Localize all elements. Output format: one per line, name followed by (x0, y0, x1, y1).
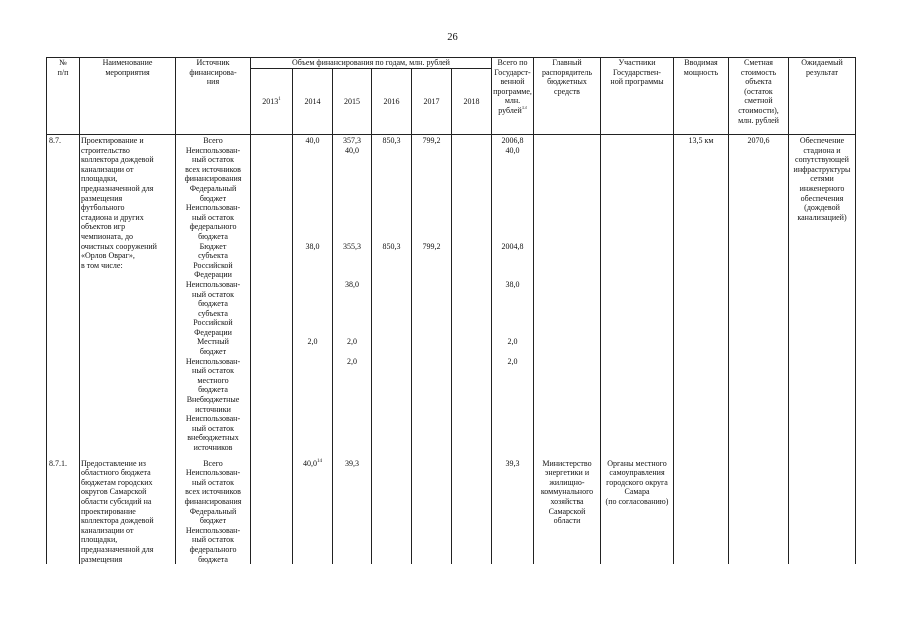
cell-line (493, 299, 532, 309)
cell-line (493, 270, 532, 280)
cell-line (334, 328, 370, 338)
header-total (492, 58, 534, 135)
row-total (492, 135, 534, 453)
cell-line: 2,0 (347, 337, 357, 347)
cell-line: бюджет (199, 516, 227, 526)
cell-line: местного (197, 375, 229, 385)
cell-line: Сметная (744, 58, 773, 67)
cell-line (493, 347, 532, 357)
cell-line (373, 165, 410, 175)
cell-line: ный остаток (192, 366, 234, 376)
cell-line: Источник (196, 58, 230, 67)
cell-line (453, 136, 490, 146)
cell-line: № (59, 58, 67, 67)
cell-line (334, 309, 370, 319)
cell-line: Всего (203, 136, 223, 145)
cell-line: Всего (203, 458, 223, 468)
row-participants (601, 135, 674, 453)
cell-line: Государст- (494, 67, 531, 77)
cell-line: области (553, 516, 581, 526)
cell-line (334, 165, 370, 175)
cell-line (334, 318, 370, 328)
header-year-2018: 2018 (452, 69, 492, 135)
cell-line: ный остаток (192, 423, 234, 433)
cell-line (294, 328, 331, 338)
cell-line: Предоставление из (81, 458, 146, 468)
cell-line: бюджетам городских (81, 477, 153, 487)
cell-line: 2,0 (507, 337, 518, 347)
cell-line (334, 299, 370, 309)
cell-line (334, 174, 370, 184)
cell-line (413, 232, 450, 242)
cell-line: 40,0 (505, 145, 520, 155)
cell-line: 40,0 (305, 136, 320, 145)
cell-line: инфраструктуры (793, 164, 851, 174)
cell-line: ния (206, 77, 220, 87)
cell-line (294, 194, 331, 204)
cell-line (493, 155, 532, 165)
cell-line: Российской (193, 260, 233, 270)
row-number: 8.7.1. (47, 453, 80, 565)
cell-line (334, 347, 370, 357)
cell-line (294, 213, 331, 223)
cell-line: 38,0 (305, 241, 320, 251)
cell-line: венной (500, 77, 525, 87)
row-value-2016 (372, 135, 412, 453)
cell-line (373, 184, 410, 194)
cell-line: площадки, (81, 535, 118, 545)
cell-line (294, 232, 331, 242)
cell-line (294, 270, 331, 280)
cell-line: (остаток (744, 86, 773, 96)
cell-line (334, 232, 370, 242)
page-number: 26 (447, 32, 458, 43)
cell-line: объектов игр (81, 222, 126, 232)
cell-line (334, 270, 370, 280)
row-capacity: 13,5 км (674, 135, 729, 453)
cell-line (413, 213, 450, 223)
cell-line: в том числе: (81, 260, 123, 270)
cell-line (493, 232, 532, 242)
cell-line (334, 155, 370, 165)
cell-line: 2004,8 (501, 241, 524, 251)
cell-line: коллектора дождевой (81, 516, 154, 526)
cell-line (493, 328, 532, 338)
row-result (789, 135, 856, 453)
cell-line (413, 184, 450, 194)
cell-line: бюджета (198, 554, 228, 564)
cell-line: хозяйства (550, 496, 584, 506)
row-cost (729, 453, 789, 565)
cell-line (294, 165, 331, 175)
cell-line: стоимости), (738, 105, 779, 115)
cell-line (493, 251, 532, 261)
cell-line: федерального (189, 544, 237, 554)
cell-line (294, 299, 331, 309)
cell-line: предназначенной для (81, 183, 154, 193)
cell-line (413, 155, 450, 165)
cell-line (373, 232, 410, 242)
cell-line (373, 213, 410, 223)
cell-line: Внебюджетные (186, 395, 240, 405)
cell-line: Наименование (102, 58, 153, 67)
cell-line: всех источников (185, 164, 241, 174)
cell-line (493, 184, 532, 194)
header-capacity (674, 58, 729, 135)
header-cost (729, 58, 789, 135)
cell-line (493, 290, 532, 300)
cell-line (294, 155, 331, 165)
table-header (47, 58, 856, 135)
cell-line: Федеральный (189, 183, 237, 193)
row-value-2013 (251, 453, 293, 565)
cell-line: Неиспользован- (185, 525, 241, 535)
cell-line: 39,3 (505, 458, 520, 468)
row-cost: 2070,6 (729, 135, 789, 453)
cell-line: источников (193, 443, 233, 452)
cell-line: сетями (810, 174, 834, 184)
cell-line: 38,0 (505, 279, 520, 289)
cell-line: Федерации (194, 327, 232, 337)
cell-line: самоуправления (609, 468, 665, 478)
cell-line (294, 309, 331, 319)
cell-line: бюджет (199, 193, 227, 203)
row-total (492, 453, 534, 565)
cell-line: Бюджет (199, 241, 227, 251)
cell-line: стадиона и других (81, 212, 144, 222)
row-manager (534, 135, 601, 453)
cell-line: жилищно- (549, 477, 585, 487)
cell-line: Неиспользован- (185, 203, 241, 213)
row-value-2013 (251, 135, 293, 453)
row-result (789, 453, 856, 565)
cell-line: 850,3 (382, 136, 401, 145)
cell-line: (по согласованию) (605, 496, 669, 506)
cell-line: Обеспечение (799, 136, 845, 145)
cell-line: канализацией) (797, 212, 847, 222)
cell-line: футбольного (81, 203, 125, 213)
row-value-2014: 40,0$^{14}$ (293, 453, 333, 565)
cell-line: Неиспользован- (185, 414, 241, 424)
row-value-2015 (333, 453, 372, 565)
cell-line: (дождевой (804, 203, 840, 213)
cell-line: млн. (504, 96, 521, 106)
cell-line (413, 203, 450, 213)
cell-line: Самара (624, 487, 650, 497)
cell-line (334, 222, 370, 232)
cell-line: проектирование (81, 506, 136, 516)
cell-line: 2006,8 (501, 136, 524, 145)
cell-line: ный остаток (192, 535, 234, 545)
table-row (47, 453, 856, 565)
cell-line (294, 318, 331, 328)
cell-line: бюджета (198, 385, 228, 395)
cell-line: финансирова- (189, 67, 237, 77)
cell-line: внебюджетных (187, 433, 239, 443)
cell-line: мощность (683, 67, 719, 77)
row-capacity (674, 453, 729, 565)
cell-line (373, 194, 410, 204)
cell-line (373, 155, 410, 165)
cell-line: Участники (618, 58, 656, 67)
cell-line (294, 184, 331, 194)
cell-line: коллектора дождевой (81, 155, 154, 165)
cell-line: субъекта (198, 251, 228, 261)
cell-line: обеспечения (800, 193, 844, 203)
row-value-2018 (452, 453, 492, 565)
cell-line: Ожидаемый (801, 58, 843, 67)
cell-line: 799,2 (422, 241, 441, 251)
cell-line (373, 203, 410, 213)
cell-line (334, 251, 370, 261)
cell-line: Российской (193, 318, 233, 328)
cell-line (493, 165, 532, 175)
cell-line: программе, (493, 86, 532, 96)
cell-line: канализации от (81, 525, 134, 535)
cell-line: Самарской (548, 506, 586, 516)
cell-line: источники (195, 404, 231, 414)
cell-line: округов Самарской (81, 487, 147, 497)
row-name (80, 135, 176, 453)
row-source (176, 135, 251, 453)
row-name (80, 453, 176, 565)
cell-line (493, 203, 532, 213)
cell-line: объекта (745, 77, 772, 87)
cell-line: сметной (744, 96, 773, 106)
row-value-2015 (333, 135, 372, 453)
header-result (789, 58, 856, 135)
cell-line (294, 203, 331, 213)
cell-line: 850,3 (382, 241, 401, 251)
cell-line: субъекта (198, 308, 228, 318)
cell-line: «Орлов Овраг», (81, 251, 135, 261)
cell-line (294, 146, 331, 156)
cell-line: финансирования (184, 174, 242, 184)
cell-line: 357,3 (343, 136, 361, 145)
cell-line: размещения (81, 554, 123, 564)
cell-line: рублей$^{13}$ (498, 105, 527, 115)
cell-line: п/п (57, 67, 69, 77)
cell-line (294, 174, 331, 184)
cell-line (334, 213, 370, 223)
cell-line: Министерство (542, 458, 592, 468)
cell-line (493, 213, 532, 223)
cell-line: мероприятия (105, 67, 150, 77)
cell-line: средств (554, 86, 580, 96)
row-value-2014 (293, 135, 333, 453)
cell-line (493, 174, 532, 184)
cell-line: инженерного (799, 183, 845, 193)
cell-line: сопутствующей (795, 155, 849, 165)
cell-line (493, 222, 532, 232)
header-participants (601, 58, 674, 135)
cell-line (334, 261, 370, 271)
cell-line (413, 165, 450, 175)
cell-line: Неиспользован- (185, 468, 241, 478)
cell-line (294, 261, 331, 271)
cell-line: федерального (189, 222, 237, 232)
header-year-2017: 2017 (412, 69, 452, 135)
cell-line (413, 222, 450, 232)
header-source (176, 58, 251, 135)
cell-line: стадиона и (803, 145, 841, 155)
cell-line (373, 174, 410, 184)
cell-line: ный остаток (192, 212, 234, 222)
row-value-2017 (412, 453, 452, 565)
cell-line (334, 184, 370, 194)
cell-line (294, 280, 331, 290)
cell-line: 2,0 (507, 356, 518, 366)
cell-line: распорядитель (541, 67, 593, 77)
cell-line: очистных сооружений (81, 241, 157, 251)
cell-line: 39,3 (345, 458, 359, 468)
cell-line: 2,0 (347, 356, 357, 366)
cell-line (334, 203, 370, 213)
cell-line (493, 261, 532, 271)
cell-line: Неиспользован- (185, 279, 241, 289)
cell-line: области субсидий на (81, 496, 152, 506)
cell-line: Всего по (497, 58, 528, 67)
cell-line (334, 290, 370, 300)
header-volume-title: Объем финансирования по годам, млн. рублей (251, 58, 492, 69)
row-value-2018 (452, 135, 492, 453)
cell-line: стоимость (740, 67, 777, 77)
cell-line: ной программы (610, 77, 664, 87)
cell-line: строительство (81, 145, 130, 155)
cell-line: энергетики и (544, 468, 590, 478)
cell-line: бюджета (198, 231, 228, 241)
cell-line (373, 146, 410, 156)
header-year-2016: 2016 (372, 69, 412, 135)
cell-line (294, 251, 331, 261)
header-year-2013: 2013$^1$ (251, 69, 293, 135)
cell-line: площадки, (81, 174, 118, 184)
cell-line (493, 309, 532, 319)
cell-line: бюджет (199, 347, 227, 357)
cell-line: 40,0 (345, 145, 359, 155)
cell-line (252, 136, 291, 146)
cell-line: финансирования (184, 496, 242, 506)
row-value-2017 (412, 135, 452, 453)
cell-line (294, 290, 331, 300)
cell-line (334, 194, 370, 204)
cell-line (294, 222, 331, 232)
cell-line: всех источников (185, 487, 241, 497)
cell-line: ный остаток (192, 289, 234, 299)
header-name (80, 58, 176, 135)
cell-line: Федеральный (189, 506, 237, 516)
cell-line: Проектирование и (81, 136, 144, 145)
header-no (47, 58, 80, 135)
cell-line: городского округа (606, 477, 668, 487)
cell-line (373, 222, 410, 232)
row-manager (534, 453, 601, 565)
cell-line: Неиспользован- (185, 356, 241, 366)
cell-line: ный остаток (192, 477, 234, 487)
cell-line: Главный (552, 58, 582, 67)
header-year-2014: 2014 (293, 69, 333, 135)
row-source (176, 453, 251, 565)
cell-line (413, 146, 450, 156)
cell-line: канализации от (81, 164, 134, 174)
header-manager (534, 58, 601, 135)
cell-line: 38,0 (345, 279, 359, 289)
cell-line: 2,0 (307, 337, 318, 347)
cell-line: ный остаток (192, 155, 234, 165)
row-number: 8.7. (47, 135, 80, 453)
cell-line: Неиспользован- (185, 145, 241, 155)
cell-line: областного бюджета (81, 468, 151, 478)
cell-line: результат (805, 67, 839, 77)
cell-line: чемпионата, до (81, 231, 134, 241)
cell-line: млн. рублей (738, 115, 779, 125)
cell-line: бюджета (198, 299, 228, 309)
cell-line: Органы местного (607, 458, 667, 468)
cell-line (493, 318, 532, 328)
cell-line: 355,3 (343, 241, 361, 251)
cell-line (413, 174, 450, 184)
cell-line: Вводимая (684, 58, 718, 67)
cell-line: Местный (197, 337, 229, 347)
cell-line: предназначенной для (81, 544, 154, 554)
cell-line: коммунального (540, 487, 594, 497)
header-year-2015: 2015 (333, 69, 372, 135)
row-participants (601, 453, 674, 565)
cell-line: бюджетных (547, 77, 587, 87)
cell-line: Государствен- (613, 67, 661, 77)
table-row (47, 135, 856, 453)
row-value-2016 (372, 453, 412, 565)
cell-line: Федерации (194, 270, 232, 280)
cell-line (413, 194, 450, 204)
cell-line: размещения (81, 193, 123, 203)
cell-line (493, 194, 532, 204)
financing-table (46, 57, 856, 564)
cell-line: 799,2 (422, 136, 441, 145)
